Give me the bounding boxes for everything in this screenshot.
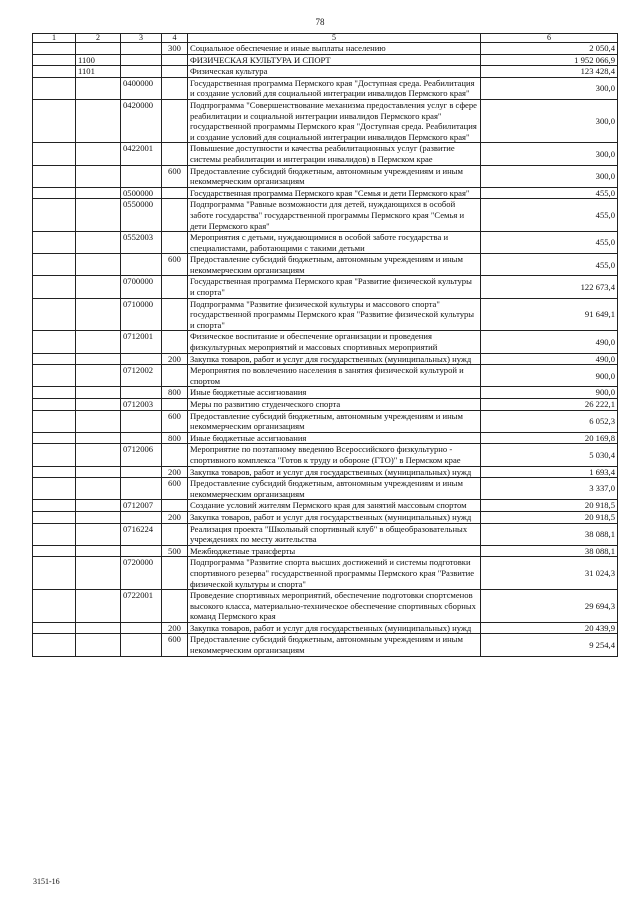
subsection-code-cell: 1101 <box>76 66 121 78</box>
section-code-cell <box>33 399 76 411</box>
amount-cell: 6 052,3 <box>481 410 618 432</box>
section-code-cell <box>33 500 76 512</box>
expense-type-cell: 600 <box>162 410 188 432</box>
table-row <box>33 143 618 165</box>
amount-cell: 490,0 <box>481 331 618 353</box>
subsection-code-cell <box>76 444 121 466</box>
subsection-code-cell <box>76 500 121 512</box>
expense-type-cell: 800 <box>162 387 188 399</box>
item-name-cell: Закупка товаров, работ и услуг для государственных (муниципальных) нужд <box>188 466 481 478</box>
item-name-cell: Физическая культура <box>188 66 481 78</box>
table-row <box>33 478 618 500</box>
item-name-cell: Предоставление субсидий бюджетным, автономным учреждениям и иным некоммерческим организациям <box>188 634 481 656</box>
expense-type-cell: 600 <box>162 478 188 500</box>
target-code-cell: 0712003 <box>121 399 162 411</box>
section-code-cell <box>33 466 76 478</box>
table-row <box>33 66 618 78</box>
item-name-cell: Государственная программа Пермского края "Доступная среда. Реабилитация и создание условий для социальной интеграции инвалидов Пермского края" <box>188 77 481 99</box>
amount-cell: 91 649,1 <box>481 298 618 331</box>
target-code-cell: 0720000 <box>121 557 162 590</box>
amount-cell: 20 169,8 <box>481 432 618 444</box>
subsection-code-cell <box>76 387 121 399</box>
header-cell: 6 <box>481 34 618 43</box>
expense-type-cell <box>162 99 188 142</box>
subsection-code-cell <box>76 478 121 500</box>
subsection-code-cell <box>76 545 121 557</box>
section-code-cell <box>33 165 76 187</box>
subsection-code-cell <box>76 399 121 411</box>
item-name-cell: Государственная программа Пермского края "Семья и дети Пермского края" <box>188 187 481 199</box>
amount-cell: 300,0 <box>481 143 618 165</box>
header-cell: 2 <box>76 34 121 43</box>
table-row <box>33 99 618 142</box>
table-row <box>33 43 618 55</box>
amount-cell: 3 337,0 <box>481 478 618 500</box>
target-code-cell: 0500000 <box>121 187 162 199</box>
target-code-cell: 0700000 <box>121 276 162 298</box>
target-code-cell: 0422001 <box>121 143 162 165</box>
target-code-cell <box>121 432 162 444</box>
expense-type-cell: 200 <box>162 622 188 634</box>
subsection-code-cell <box>76 634 121 656</box>
section-code-cell <box>33 545 76 557</box>
target-code-cell: 0712002 <box>121 365 162 387</box>
table-row <box>33 523 618 545</box>
amount-cell: 20 439,9 <box>481 622 618 634</box>
amount-cell: 455,0 <box>481 232 618 254</box>
expense-type-cell <box>162 143 188 165</box>
amount-cell: 5 030,4 <box>481 444 618 466</box>
item-name-cell: Подпрограмма "Совершенствование механизма предоставления услуг в сфере реабилитации и социальной интеграции инвалидов Пермского края" государственной программы Пермского края "Доступная среда. Реабилитация и создание условий для социальной интеграции инвалидов Пермского края" <box>188 99 481 142</box>
target-code-cell: 0716224 <box>121 523 162 545</box>
target-code-cell <box>121 466 162 478</box>
table-row <box>33 466 618 478</box>
subsection-code-cell <box>76 331 121 353</box>
section-code-cell <box>33 298 76 331</box>
table-row <box>33 545 618 557</box>
subsection-code-cell <box>76 466 121 478</box>
target-code-cell <box>121 254 162 276</box>
subsection-code-cell <box>76 43 121 55</box>
table-row <box>33 387 618 399</box>
subsection-code-cell <box>76 622 121 634</box>
item-name-cell: Реализация проекта "Школьный спортивный клуб" в общеобразовательных учреждениях по месту жительства <box>188 523 481 545</box>
section-code-cell <box>33 365 76 387</box>
item-name-cell: Мероприятия с детьми, нуждающимися в особой заботе государства и специалистами, работающими с такими детьми <box>188 232 481 254</box>
table-row <box>33 365 618 387</box>
expense-type-cell <box>162 365 188 387</box>
expense-type-cell: 200 <box>162 353 188 365</box>
section-code-cell <box>33 523 76 545</box>
section-code-cell <box>33 54 76 66</box>
section-code-cell <box>33 387 76 399</box>
expense-type-cell <box>162 557 188 590</box>
expense-type-cell <box>162 187 188 199</box>
section-code-cell <box>33 432 76 444</box>
header-cell: 3 <box>121 34 162 43</box>
expense-type-cell: 300 <box>162 43 188 55</box>
amount-cell: 20 918,5 <box>481 500 618 512</box>
amount-cell: 1 693,4 <box>481 466 618 478</box>
subsection-code-cell <box>76 254 121 276</box>
table-row <box>33 432 618 444</box>
table-row <box>33 511 618 523</box>
subsection-code-cell <box>76 232 121 254</box>
amount-cell: 455,0 <box>481 254 618 276</box>
item-name-cell: Подпрограмма "Равные возможности для детей, нуждающихся в особой заботе государства" государственной программы Пермского края "Семья и дети Пермского края" <box>188 199 481 232</box>
target-code-cell <box>121 511 162 523</box>
amount-cell: 300,0 <box>481 165 618 187</box>
section-code-cell <box>33 634 76 656</box>
subsection-code-cell <box>76 410 121 432</box>
table-row <box>33 276 618 298</box>
expense-type-cell: 500 <box>162 545 188 557</box>
page-number: 78 <box>315 17 325 27</box>
expense-type-cell <box>162 331 188 353</box>
section-code-cell <box>33 143 76 165</box>
expense-type-cell <box>162 590 188 623</box>
expense-type-cell <box>162 232 188 254</box>
table-row <box>33 622 618 634</box>
section-code-cell <box>33 622 76 634</box>
section-code-cell <box>33 199 76 232</box>
table-row <box>33 331 618 353</box>
amount-cell: 1 952 066,9 <box>481 54 618 66</box>
table-row <box>33 165 618 187</box>
subsection-code-cell <box>76 365 121 387</box>
target-code-cell <box>121 66 162 78</box>
header-cell: 5 <box>188 34 481 43</box>
item-name-cell: Государственная программа Пермского края "Развитие физической культуры и спорта" <box>188 276 481 298</box>
expense-type-cell: 200 <box>162 511 188 523</box>
item-name-cell: Мероприятие по поэтапному введению Всероссийского физкультурно - спортивного комплекса "Готов к труду и обороне (ГТО)" в Пермском крае <box>188 444 481 466</box>
expense-type-cell: 600 <box>162 254 188 276</box>
header-cell: 4 <box>162 34 188 43</box>
subsection-code-cell <box>76 557 121 590</box>
table-row <box>33 232 618 254</box>
item-name-cell: Повышение доступности и качества реабилитационных услуг (развитие системы реабилитации и интеграции инвалидов) в Пермском крае <box>188 143 481 165</box>
subsection-code-cell <box>76 276 121 298</box>
item-name-cell: Проведение спортивных мероприятий, обеспечение подготовки спортсменов высокого класса, материально-техническое обеспечение спортивных сборных команд Пермского края <box>188 590 481 623</box>
amount-cell: 26 222,1 <box>481 399 618 411</box>
table-row <box>33 444 618 466</box>
section-code-cell <box>33 410 76 432</box>
section-code-cell <box>33 276 76 298</box>
expense-type-cell <box>162 276 188 298</box>
target-code-cell: 0550000 <box>121 199 162 232</box>
item-name-cell: Мероприятия по вовлечению населения в занятия физической культурой и спортом <box>188 365 481 387</box>
section-code-cell <box>33 77 76 99</box>
expense-type-cell <box>162 500 188 512</box>
item-name-cell: Межбюджетные трансферты <box>188 545 481 557</box>
expense-type-cell <box>162 523 188 545</box>
amount-cell: 38 088,1 <box>481 523 618 545</box>
amount-cell: 300,0 <box>481 77 618 99</box>
target-code-cell <box>121 353 162 365</box>
amount-cell: 31 024,3 <box>481 557 618 590</box>
item-name-cell: Подпрограмма "Развитие физической культуры и массового спорта" государственной программы Пермского края "Развитие физической культуры и спорта" <box>188 298 481 331</box>
table-row <box>33 353 618 365</box>
amount-cell: 2 050,4 <box>481 43 618 55</box>
expense-type-cell <box>162 399 188 411</box>
table-row <box>33 410 618 432</box>
subsection-code-cell <box>76 432 121 444</box>
amount-cell: 900,0 <box>481 365 618 387</box>
section-code-cell <box>33 99 76 142</box>
expense-type-cell <box>162 54 188 66</box>
amount-cell: 20 918,5 <box>481 511 618 523</box>
amount-cell: 29 694,3 <box>481 590 618 623</box>
amount-cell: 122 673,4 <box>481 276 618 298</box>
target-code-cell: 0552003 <box>121 232 162 254</box>
item-name-cell: Меры по развитию студенческого спорта <box>188 399 481 411</box>
table-header-row <box>33 34 618 43</box>
subsection-code-cell <box>76 353 121 365</box>
table-row <box>33 199 618 232</box>
section-code-cell <box>33 511 76 523</box>
subsection-code-cell <box>76 199 121 232</box>
target-code-cell <box>121 43 162 55</box>
target-code-cell <box>121 54 162 66</box>
expense-type-cell: 600 <box>162 165 188 187</box>
item-name-cell: Предоставление субсидий бюджетным, автономным учреждениям и иным некоммерческим организациям <box>188 478 481 500</box>
target-code-cell: 0710000 <box>121 298 162 331</box>
target-code-cell: 0722001 <box>121 590 162 623</box>
header-cell: 1 <box>33 34 76 43</box>
table-row <box>33 500 618 512</box>
subsection-code-cell <box>76 165 121 187</box>
expense-type-cell <box>162 199 188 232</box>
section-code-cell <box>33 444 76 466</box>
footer-code: 3151-16 <box>33 877 60 886</box>
expense-type-cell: 600 <box>162 634 188 656</box>
table-row <box>33 254 618 276</box>
item-name-cell: Закупка товаров, работ и услуг для государственных (муниципальных) нужд <box>188 511 481 523</box>
subsection-code-cell <box>76 99 121 142</box>
subsection-code-cell <box>76 298 121 331</box>
item-name-cell: Социальное обеспечение и иные выплаты населению <box>188 43 481 55</box>
subsection-code-cell <box>76 511 121 523</box>
expense-type-cell <box>162 66 188 78</box>
section-code-cell <box>33 478 76 500</box>
section-code-cell <box>33 187 76 199</box>
section-code-cell <box>33 353 76 365</box>
target-code-cell <box>121 545 162 557</box>
target-code-cell: 0420000 <box>121 99 162 142</box>
item-name-cell: ФИЗИЧЕСКАЯ КУЛЬТУРА И СПОРТ <box>188 54 481 66</box>
budget-table <box>32 33 618 657</box>
target-code-cell <box>121 410 162 432</box>
amount-cell: 455,0 <box>481 187 618 199</box>
item-name-cell: Предоставление субсидий бюджетным, автономным учреждениям и иным некоммерческим организациям <box>188 254 481 276</box>
item-name-cell: Предоставление субсидий бюджетным, автономным учреждениям и иным некоммерческим организациям <box>188 165 481 187</box>
section-code-cell <box>33 232 76 254</box>
item-name-cell: Предоставление субсидий бюджетным, автономным учреждениям и иным некоммерческим организациям <box>188 410 481 432</box>
subsection-code-cell <box>76 590 121 623</box>
section-code-cell <box>33 590 76 623</box>
subsection-code-cell <box>76 187 121 199</box>
item-name-cell: Иные бюджетные ассигнования <box>188 387 481 399</box>
section-code-cell <box>33 66 76 78</box>
amount-cell: 38 088,1 <box>481 545 618 557</box>
target-code-cell <box>121 387 162 399</box>
table-row <box>33 54 618 66</box>
target-code-cell <box>121 622 162 634</box>
target-code-cell <box>121 165 162 187</box>
expense-type-cell <box>162 444 188 466</box>
amount-cell: 123 428,4 <box>481 66 618 78</box>
section-code-cell <box>33 557 76 590</box>
amount-cell: 9 254,4 <box>481 634 618 656</box>
section-code-cell <box>33 331 76 353</box>
table-row <box>33 187 618 199</box>
target-code-cell: 0712001 <box>121 331 162 353</box>
expense-type-cell: 200 <box>162 466 188 478</box>
expense-type-cell <box>162 298 188 331</box>
table-row <box>33 634 618 656</box>
item-name-cell: Подпрограмма "Развитие спорта высших достижений и системы подготовки спортивного резерва" государственной программы Пермского края "Развитие физической культуры и спорта" <box>188 557 481 590</box>
table-row <box>33 77 618 99</box>
table-row <box>33 557 618 590</box>
subsection-code-cell: 1100 <box>76 54 121 66</box>
item-name-cell: Физическое воспитание и обеспечение организации и проведения физкультурных мероприятий и массовых спортивных мероприятий <box>188 331 481 353</box>
item-name-cell: Создание условий жителям Пермского края для занятий массовым спортом <box>188 500 481 512</box>
target-code-cell: 0712006 <box>121 444 162 466</box>
table-row <box>33 399 618 411</box>
amount-cell: 455,0 <box>481 199 618 232</box>
amount-cell: 900,0 <box>481 387 618 399</box>
target-code-cell <box>121 634 162 656</box>
expense-type-cell <box>162 77 188 99</box>
item-name-cell: Закупка товаров, работ и услуг для государственных (муниципальных) нужд <box>188 353 481 365</box>
expense-type-cell: 800 <box>162 432 188 444</box>
item-name-cell: Иные бюджетные ассигнования <box>188 432 481 444</box>
item-name-cell: Закупка товаров, работ и услуг для государственных (муниципальных) нужд <box>188 622 481 634</box>
target-code-cell: 0712007 <box>121 500 162 512</box>
subsection-code-cell <box>76 523 121 545</box>
section-code-cell <box>33 43 76 55</box>
amount-cell: 490,0 <box>481 353 618 365</box>
subsection-code-cell <box>76 143 121 165</box>
amount-cell: 300,0 <box>481 99 618 142</box>
subsection-code-cell <box>76 77 121 99</box>
target-code-cell <box>121 478 162 500</box>
table-row <box>33 590 618 623</box>
section-code-cell <box>33 254 76 276</box>
target-code-cell: 0400000 <box>121 77 162 99</box>
table-row <box>33 298 618 331</box>
